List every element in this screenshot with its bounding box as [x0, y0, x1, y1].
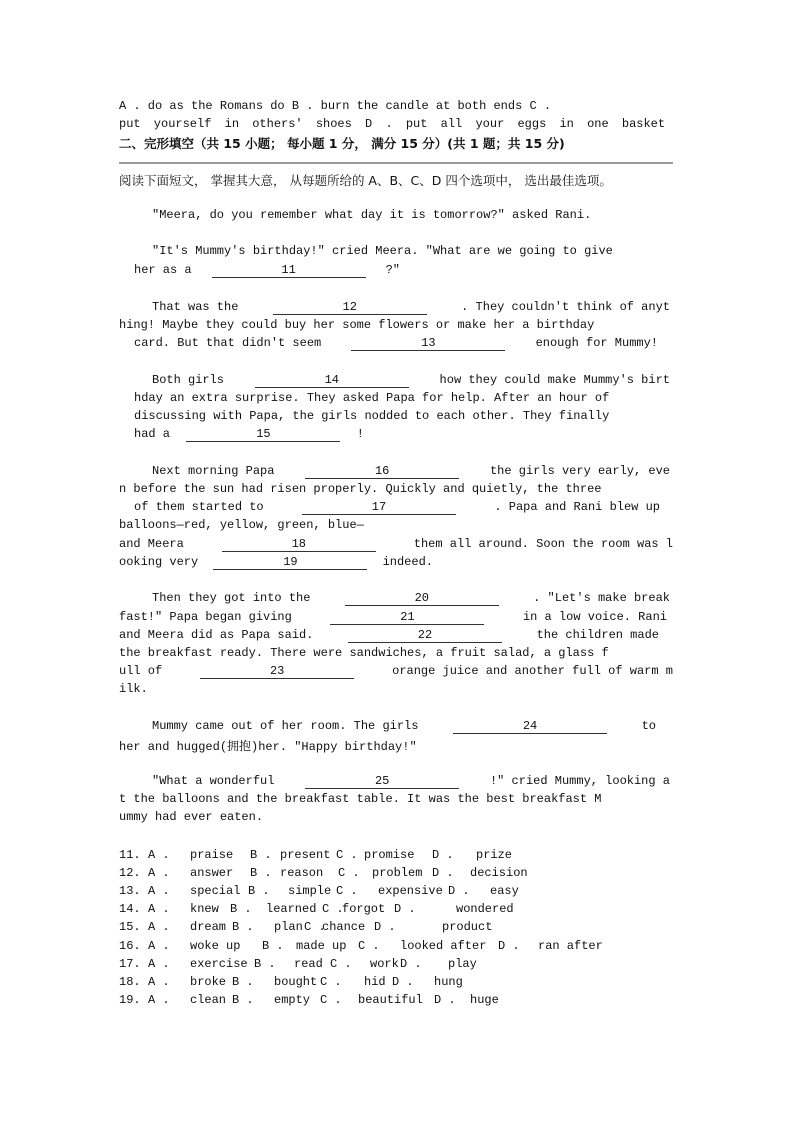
option-text: wondered — [456, 902, 514, 917]
passage-text: ummy had ever eaten. — [119, 810, 264, 824]
option-text: exercise — [190, 956, 248, 971]
option-text: bought — [274, 974, 318, 989]
option-letter: B . — [250, 848, 272, 862]
blank-13[interactable]: 13 — [351, 337, 505, 351]
option-letter: D . — [432, 866, 454, 881]
option-letter: A . — [148, 866, 170, 881]
passage-line — [119, 537, 673, 553]
option-text: easy — [490, 884, 519, 899]
passage-text: the breakfast ready. There were sandwiches, a fruit salad, a glass f — [119, 646, 609, 660]
option-letter: B . — [232, 920, 254, 935]
q10-option-d: D . put all your eggs in one basket — [365, 117, 666, 131]
passage-text: . "Let's make break — [533, 591, 670, 605]
option-text: clean — [190, 992, 227, 1007]
passage-text: her as a — [134, 263, 192, 277]
passage-line — [119, 628, 659, 644]
section-divider — [119, 162, 673, 164]
passage-text: discussing with Papa, the girls nodded to each other. They finally — [134, 409, 610, 423]
blank-20[interactable]: 20 — [345, 592, 499, 606]
option-letter: D . — [394, 902, 416, 917]
passage-line — [152, 464, 670, 480]
option-text: ran after — [538, 938, 603, 953]
passage-text: Both girls — [152, 373, 225, 387]
passage-text: ! — [356, 427, 364, 441]
option-number: 18. — [119, 974, 141, 989]
blank-16[interactable]: 16 — [305, 465, 459, 479]
option-text: play — [448, 956, 477, 971]
passage-line — [152, 774, 670, 790]
passage-text: hing! Maybe they could buy her some flowers or make her a birthday — [119, 318, 595, 332]
q10-option-a: A . do as the Romans do — [119, 99, 285, 113]
option-text: answer — [190, 866, 234, 881]
blank-11[interactable]: 11 — [212, 264, 366, 278]
passage-text: t the balloons and the breakfast table. It was the best breakfast M — [119, 792, 602, 806]
option-letter: A . — [148, 992, 170, 1007]
option-letter: D . — [498, 938, 520, 953]
passage-line — [134, 409, 666, 425]
option-letter: D . — [448, 884, 470, 899]
passage-line — [119, 737, 457, 753]
option-letter: A . — [148, 956, 170, 971]
passage-text: balloons—red, yellow, green, blue— — [119, 518, 364, 532]
passage-line — [152, 208, 646, 224]
option-letter: B . — [248, 884, 270, 899]
option-letter: B . — [230, 902, 252, 917]
option-text: prize — [476, 848, 513, 862]
passage-line — [119, 810, 279, 826]
passage-text: ilk. — [119, 682, 148, 696]
passage-text: hday an extra surprise. They asked Papa for help. After an hour of — [134, 391, 610, 405]
passage-text: "It's Mummy's birthday!" cried Meera. "What are we going to give — [152, 244, 613, 258]
blank-18[interactable]: 18 — [222, 538, 376, 552]
passage-text: !" cried Mummy, looking a — [489, 774, 670, 788]
option-letter: A . — [148, 920, 170, 935]
q10-option-c-text: put yourself in others' shoes — [119, 117, 352, 131]
option-letter: C . — [320, 992, 342, 1007]
option-letter: D . — [392, 974, 414, 989]
passage-line — [119, 792, 673, 808]
option-text: woke up — [190, 938, 241, 953]
passage-line — [134, 427, 364, 443]
option-text: simple — [288, 884, 332, 899]
passage-text: the children made — [536, 628, 659, 642]
passage-text: indeed. — [382, 555, 433, 569]
option-text: chance — [322, 920, 366, 935]
passage-text: orange juice and another full of warm m — [392, 664, 673, 678]
option-letter: C . — [336, 884, 358, 899]
option-text: reason — [280, 866, 324, 881]
option-text: decision — [470, 866, 528, 881]
option-text: looked after — [400, 938, 487, 953]
option-text: special — [190, 884, 241, 899]
option-text: knew — [190, 902, 219, 917]
option-text: forgot — [342, 902, 386, 917]
passage-text: to — [641, 719, 656, 733]
option-letter: C . — [320, 974, 342, 989]
option-letter: B . — [254, 956, 276, 971]
option-letter: B . — [262, 938, 284, 953]
option-text: hid — [364, 974, 386, 989]
passage-text: Mummy came out of her room. The girls — [152, 719, 419, 733]
passage-text: . They couldn't think of anyt — [461, 300, 670, 314]
option-letter: D . — [374, 920, 396, 935]
passage-text: n before the sun had risen properly. Quickly and quietly, the three — [119, 482, 602, 496]
passage-text: . Papa and Rani blew up — [494, 500, 660, 514]
passage-text: Next morning Papa — [152, 464, 275, 478]
option-text: product — [442, 920, 493, 935]
passage-line — [152, 244, 670, 260]
option-number: 13. — [119, 884, 141, 899]
blank-15[interactable]: 15 — [186, 428, 340, 442]
option-text: dream — [190, 920, 227, 935]
blank-19[interactable]: 19 — [213, 556, 367, 570]
passage-text: how they could make Mummy's birt — [439, 373, 670, 387]
passage-text: ull of — [119, 664, 163, 678]
option-text: work — [370, 956, 399, 971]
option-number: 16. — [119, 938, 141, 953]
option-letter: D . — [400, 956, 422, 971]
option-text: huge — [470, 992, 499, 1007]
passage-line — [119, 682, 148, 698]
blank-25[interactable]: 25 — [305, 775, 459, 789]
option-letter: C . — [304, 920, 326, 935]
passage-line — [119, 482, 667, 498]
passage-line — [134, 263, 400, 279]
option-letter: A . — [148, 884, 170, 899]
passage-line — [119, 646, 667, 662]
blank-23[interactable]: 23 — [200, 665, 354, 679]
option-letter: D . — [432, 848, 454, 862]
option-letter: C . — [358, 938, 380, 953]
passage-text: That was the — [152, 300, 239, 314]
q10-options-line-1: A . do as the Romans do B . burn the candle at both ends C . — [119, 99, 552, 113]
option-text: beautiful — [358, 992, 423, 1007]
blank-24[interactable]: 24 — [453, 720, 607, 734]
passage-text: of them started to — [134, 500, 264, 514]
passage-text: and Meera did as Papa said. — [119, 628, 314, 642]
passage-line — [119, 518, 395, 534]
passage-line — [134, 336, 658, 352]
option-number: 17. — [119, 956, 141, 971]
passage-text: had a — [134, 427, 171, 441]
option-letter: C . — [330, 956, 352, 971]
instructions: 阅读下面短文， 掌握其大意， 从每题所给的 A、B、C、D 四个选项中， 选出最佳选项。 — [119, 173, 612, 188]
option-text: read — [294, 956, 323, 971]
option-letter: B . — [232, 992, 254, 1007]
passage-text: ooking very — [119, 555, 199, 569]
option-letter: D . — [434, 992, 456, 1007]
option-number: 11. — [119, 848, 141, 862]
option-number: 14. — [119, 902, 141, 917]
passage-text: her and hugged(拥抱)her. "Happy birthday!" — [119, 740, 417, 754]
option-number: 12. — [119, 866, 141, 881]
option-letter: C . — [322, 902, 344, 917]
passage-text: in a low voice. Rani — [522, 610, 667, 624]
passage-text: the girls very early, eve — [489, 464, 670, 478]
option-letter: C . — [336, 848, 358, 862]
blank-12[interactable]: 12 — [273, 301, 427, 315]
passage-line — [119, 664, 673, 680]
passage-line — [119, 555, 433, 571]
passage-text: Then they got into the — [152, 591, 311, 605]
passage-text: ?" — [385, 263, 400, 277]
option-text: expensive — [378, 884, 443, 899]
option-text: promise — [364, 848, 415, 862]
option-letter: A . — [148, 974, 170, 989]
passage-line — [119, 318, 667, 334]
option-text: plan — [274, 920, 303, 935]
passage-text: them all around. Soon the room was l — [413, 537, 673, 551]
passage-text: fast!" Papa began giving — [119, 610, 292, 624]
option-number: 19. — [119, 992, 141, 1007]
passage-text: "What a wonderful — [152, 774, 275, 788]
blank-14[interactable]: 14 — [255, 374, 409, 388]
option-letter: A . — [148, 902, 170, 917]
passage-text: enough for Mummy! — [535, 336, 658, 350]
passage-line — [119, 610, 667, 626]
q10-option-b: B . burn the candle at both ends — [291, 99, 523, 113]
option-text: learned — [266, 902, 317, 917]
option-number: 15. — [119, 920, 141, 935]
option-text: made up — [296, 938, 347, 953]
passage-line — [152, 373, 670, 389]
blank-17[interactable]: 17 — [302, 501, 456, 515]
option-text: present — [280, 848, 331, 862]
passage-text: and Meera — [119, 537, 184, 551]
blank-21[interactable]: 21 — [330, 611, 484, 625]
passage-line — [134, 391, 666, 407]
passage-text: card. But that didn't seem — [134, 336, 322, 350]
option-text: broke — [190, 974, 227, 989]
option-text: empty — [274, 992, 311, 1007]
option-letter: A . — [148, 938, 170, 953]
q10-options-line-2 — [119, 117, 666, 131]
passage-line — [152, 300, 670, 316]
option-letter: B . — [232, 974, 254, 989]
option-text: hung — [434, 974, 463, 989]
option-letter: A . — [148, 848, 170, 862]
option-text: problem — [372, 866, 423, 881]
passage-line — [152, 591, 670, 607]
passage-line — [152, 719, 656, 735]
option-letter: C . — [338, 866, 360, 881]
blank-22[interactable]: 22 — [348, 629, 502, 643]
passage-text: "Meera, do you remember what day it is tomorrow?" asked Rani. — [152, 208, 592, 222]
section2-heading: 二、完形填空（共 15 小题； 每小题 1 分， 满分 15 分）(共 1 题；共 15 分) — [119, 136, 565, 151]
passage-line — [134, 500, 660, 516]
option-text: praise — [190, 848, 234, 862]
option-letter: B . — [250, 866, 272, 881]
